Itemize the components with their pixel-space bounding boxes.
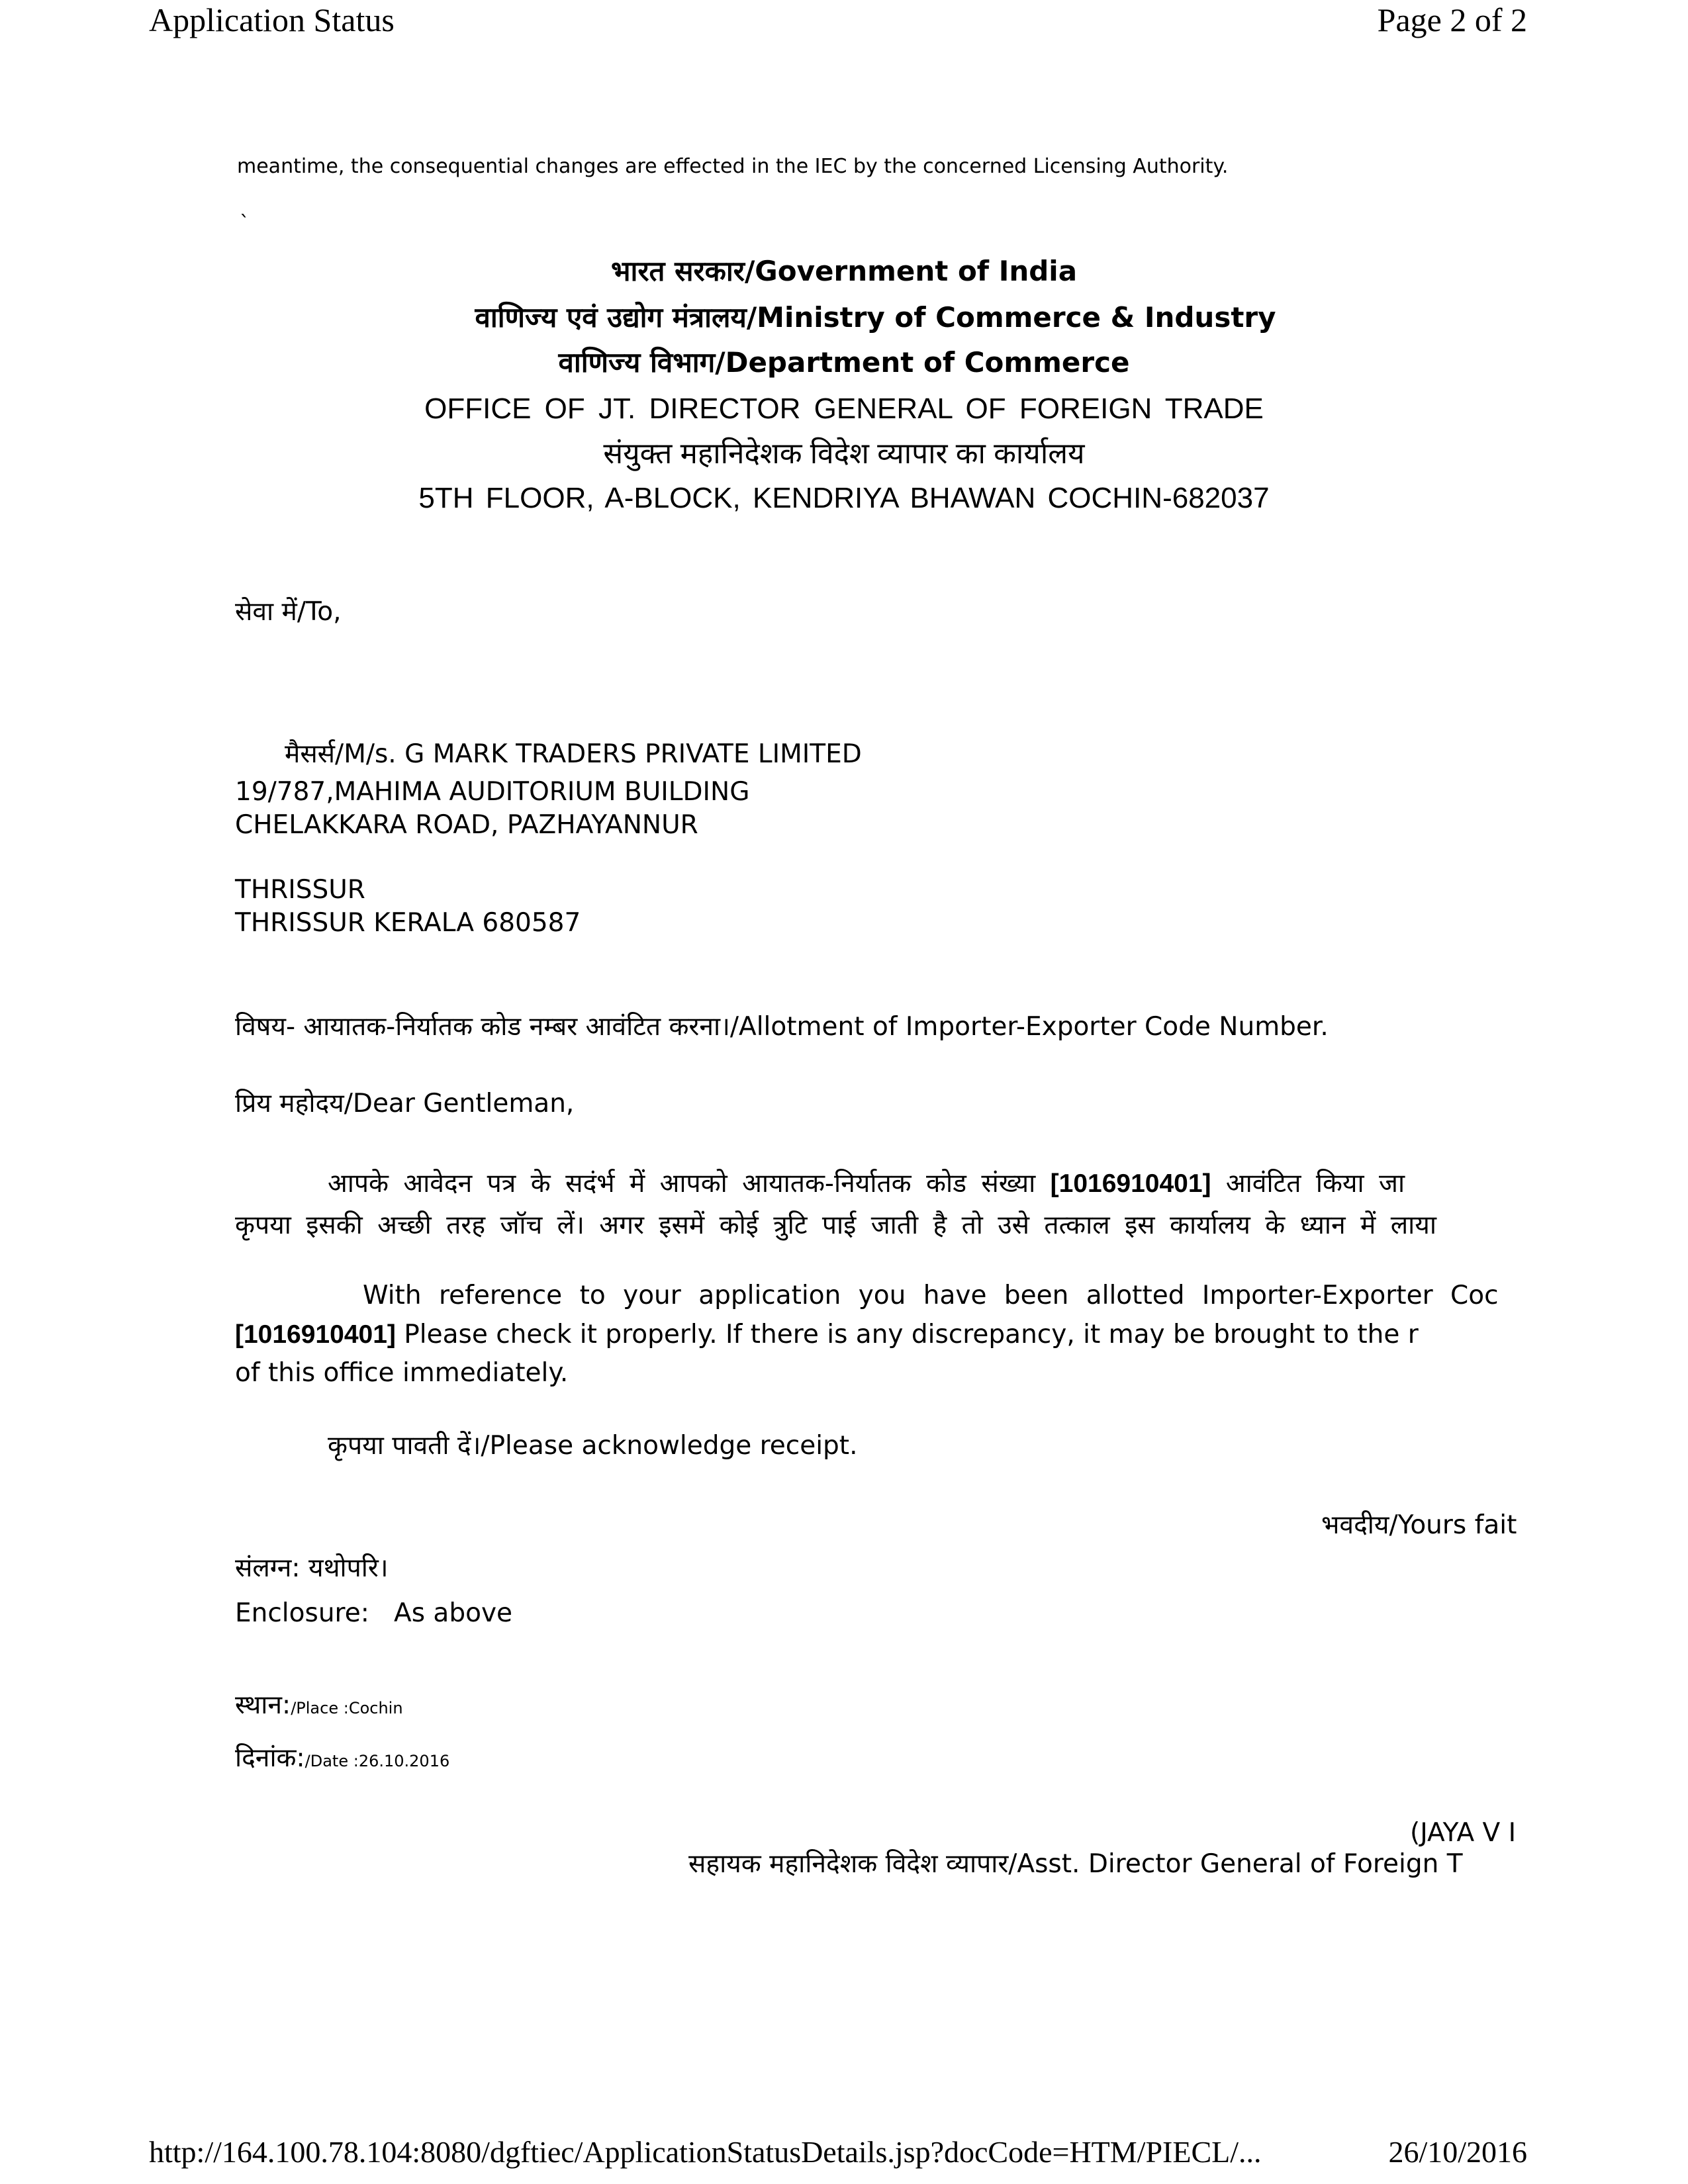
iec-number: [1016910401] (1050, 1169, 1211, 1198)
salutation-to: सेवा में/To, (235, 597, 342, 627)
recipient-name: मैसर्स/M/s. G MARK TRADERS PRIVATE LIMITED (285, 739, 862, 769)
print-footer-date: 26/10/2016 (1388, 2135, 1527, 2169)
hindi-paragraph-line-2: कृपया इसकी अच्छी तरह जॉच लें। अगर इसमें कोई त्रुटि पाई जाती है तो उसे तत्काल इस कार्यालय के ध्यान में लाया (235, 1210, 1436, 1240)
page-indicator: Page 2 of 2 (1377, 1, 1527, 38)
signatory-name: (JAYA V I (1410, 1818, 1517, 1848)
hindi-paragraph-line-1 (328, 1165, 1539, 1200)
english-paragraph-line-3: of this office immediately. (235, 1358, 569, 1388)
print-header-title: Application Status (149, 1, 395, 38)
date-label: दिनांक: (235, 1743, 305, 1773)
subject-line: विषय- आयातक-निर्यातक कोड नम्बर आवंटित करना।/Allotment of Importer-Exporter Code Number. (235, 1012, 1329, 1042)
place-label: स्थान: (235, 1690, 291, 1720)
hindi-paragraph-text: आवंटित किया जा (1211, 1169, 1405, 1199)
stray-mark: ` (240, 212, 250, 235)
iec-number: [1016910401] (235, 1320, 396, 1349)
date-value: /Date :26.10.2016 (305, 1752, 450, 1770)
recipient-address-line: CHELAKKARA ROAD, PAZHAYANNUR (235, 810, 698, 840)
print-footer-url: http://164.100.78.104:8080/dgftiec/ApplicationStatusDetails.jsp?docCode=HTM/PIECL/... (149, 2135, 1262, 2169)
letterhead-address: 5TH FLOOR, A-BLOCK, KENDRIYA BHAWAN COCHIN-682037 (418, 482, 1270, 514)
place-value: /Place :Cochin (291, 1699, 403, 1717)
letterhead-office-hi: संयुक्त महानिदेशक विदेश व्यापार का कार्यालय (603, 437, 1085, 470)
hindi-paragraph-text: आपके आवेदन पत्र के सदंर्भ में आपको आयातक-निर्यातक कोड संख्या (328, 1169, 1051, 1199)
recipient-address-line: 19/787,MAHIMA AUDITORIUM BUILDING (235, 777, 750, 807)
letterhead-department: वाणिज्य विभाग/Department of Commerce (558, 346, 1130, 379)
recipient-address-line: THRISSUR (235, 875, 365, 905)
enclosure-hindi: संलग्न: यथोपरि। (235, 1553, 389, 1583)
enclosure-english: Enclosure: As above (235, 1598, 513, 1628)
letterhead-ministry: वाणिज्य एवं उद्योग मंत्रालय/Ministry of Commerce & Industry (475, 301, 1276, 334)
english-paragraph-line-1: With reference to your application you have been allotted Importer-Exporter Coc (363, 1281, 1499, 1310)
letterhead-government: भारत सरकार/Government of India (610, 255, 1078, 287)
greeting: प्रिय महोदय/Dear Gentleman, (235, 1089, 575, 1118)
acknowledge-receipt: कृपया पावती दें।/Please acknowledge receipt. (328, 1431, 858, 1461)
closing-yours-faithfully: भवदीय/Yours fait (1321, 1510, 1517, 1540)
recipient-address-line: THRISSUR KERALA 680587 (235, 908, 581, 938)
english-paragraph-text: Please check it properly. If there is any discrepancy, it may be brought to the r (395, 1320, 1419, 1349)
letterhead-office-en: OFFICE OF JT. DIRECTOR GENERAL OF FOREIGN TRADE (424, 392, 1264, 425)
english-paragraph-line-2 (235, 1320, 1539, 1349)
date-line (235, 1742, 449, 1778)
continuation-text: meantime, the consequential changes are effected in the IEC by the concerned Licensing Authority. (237, 155, 1229, 178)
place-line (235, 1689, 403, 1725)
signatory-designation: सहायक महानिदेशक विदेश व्यापार/Asst. Director General of Foreign T (688, 1849, 1463, 1879)
